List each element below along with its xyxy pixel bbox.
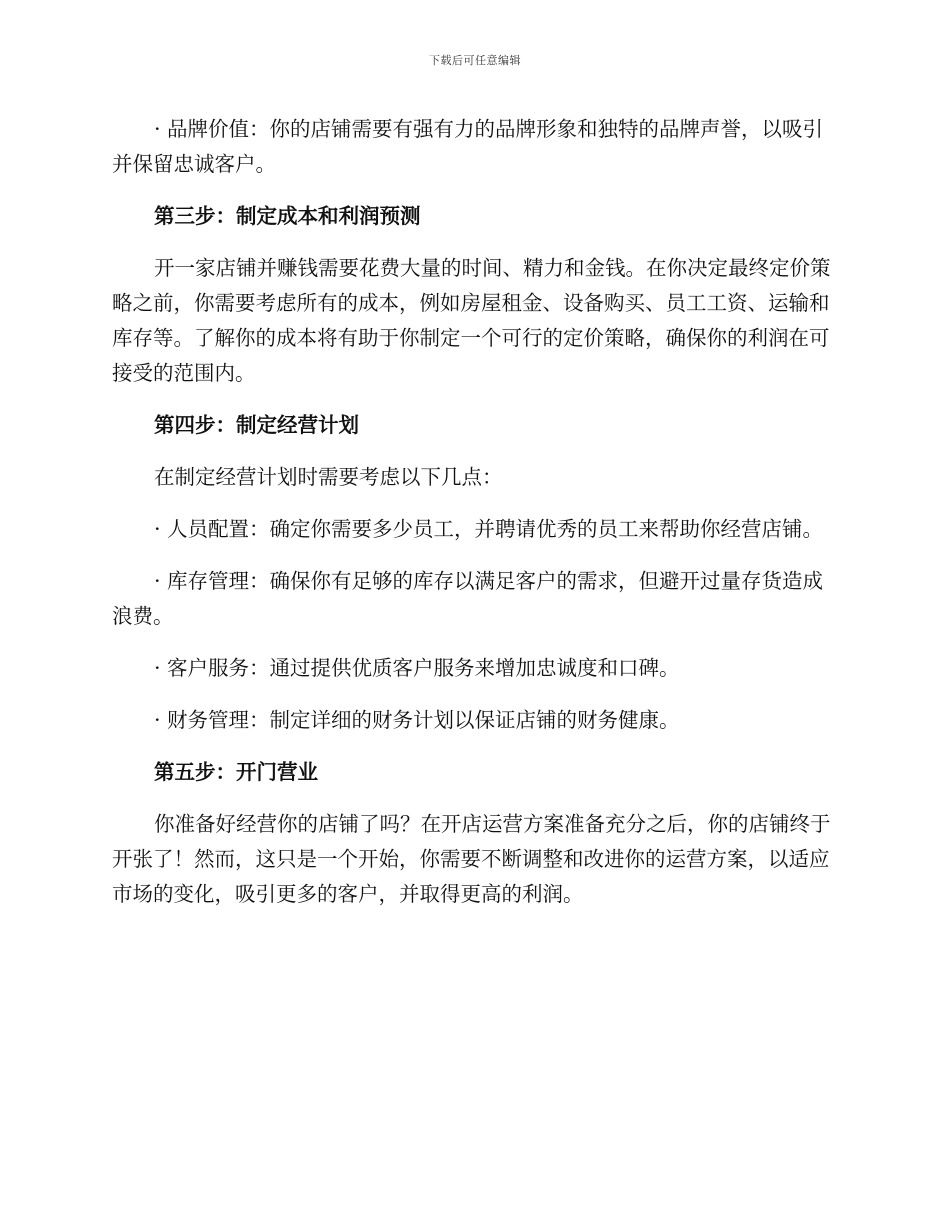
paragraph-finance: · 财务管理：制定详细的财务计划以保证店铺的财务健康。: [154, 708, 680, 732]
paragraph-staffing: · 人员配置：确定你需要多少员工，并聘请优秀的员工来帮助你经营店铺。: [154, 517, 824, 541]
heading-step-four: 第四步：制定经营计划: [154, 413, 359, 437]
paragraph-brand-value: · 品牌价值：你的店铺需要有强有力的品牌形象和独特的品牌声誉，以吸引并保留忠诚客户。: [112, 117, 824, 176]
page-header: 下载后可任意编辑: [429, 54, 521, 67]
heading-step-three: 第三步：制定成本和利润预测: [154, 204, 421, 228]
paragraph-inventory: · 库存管理：确保你有足够的库存以满足客户的需求，但避开过量存货造成浪费。: [112, 569, 824, 628]
paragraph-plan-intro: 在制定经营计划时需要考虑以下几点：: [154, 465, 503, 489]
paragraph-open-business: 你准备好经营你的店铺了吗？在开店运营方案准备充分之后，你的店铺终于开张了！然而，这只是一个开始，你需要不断调整和改进你的运营方案，以适应市场的变化，吸引更多的客户，并取得更高的利润。: [112, 812, 831, 906]
paragraph-cost-forecast: 开一家店铺并赚钱需要花费大量的时间、精力和金钱。在你决定最终定价策略之前，你需要考虑所有的成本，例如房屋租金、设备购买、员工工资、运输和库存等。了解你的成本将有助于你制定一个可行的定价策略，确保你的利润在可接受的范围内。: [112, 256, 831, 385]
heading-step-five: 第五步：开门营业: [154, 760, 318, 784]
paragraph-customer-service: · 客户服务：通过提供优质客户服务来增加忠诚度和口碑。: [154, 656, 680, 680]
document-body: [112, 112, 832, 912]
